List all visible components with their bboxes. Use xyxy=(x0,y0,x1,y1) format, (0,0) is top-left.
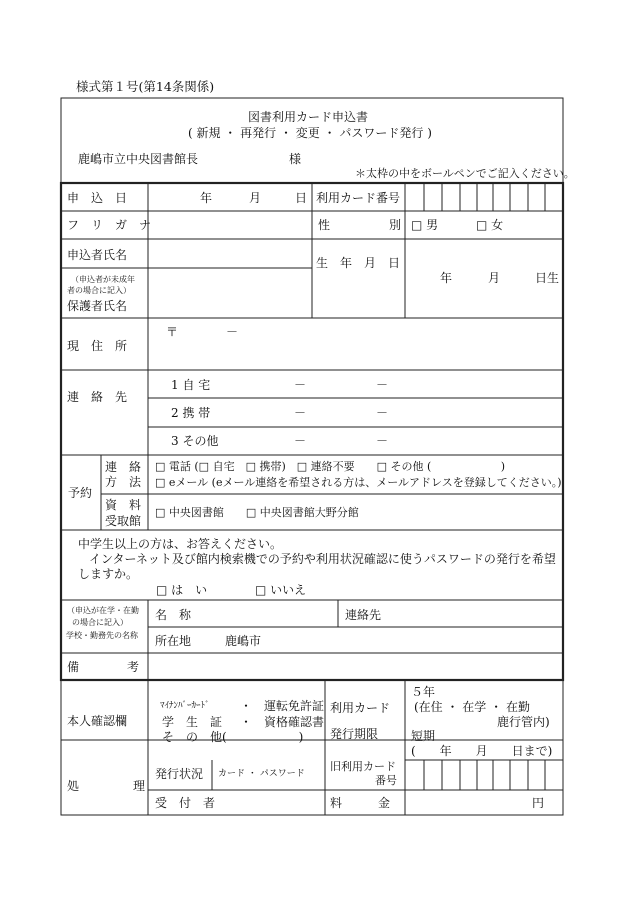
pickup-library-options[interactable]: □ 中央図書館 □ 中央図書館大野分館 xyxy=(155,506,359,519)
contact-other-label: 3 その他 xyxy=(171,434,219,448)
period-short-term: 短期 xyxy=(411,729,436,743)
guardian-note-2: 者の場合に記入） xyxy=(67,286,131,295)
guardian-name-label: 保護者氏名 xyxy=(67,299,128,313)
birth-month-label: 月 xyxy=(488,271,501,285)
card-number-label: 利用カード番号 xyxy=(316,191,401,205)
card-number-boxes xyxy=(424,183,545,211)
form-title: 図書利用カード申込書 xyxy=(248,110,369,124)
form-number-label: 様式第１号(第14条関係) xyxy=(76,79,215,94)
fee-label: 料 金 xyxy=(330,796,391,810)
contact-method-label-2: 方 法 xyxy=(105,475,142,489)
school-name-label: 名 称 xyxy=(155,608,192,622)
pickup-label-1: 資 料 xyxy=(105,498,142,512)
contact-mobile-dash-1: － xyxy=(294,406,307,420)
school-contact-label: 連絡先 xyxy=(345,608,382,622)
identity-check-label: 本人確認欄 xyxy=(67,714,128,728)
id-mynumber-card: ﾏｲﾅﾝﾊﾞｰｶｰﾄﾞ xyxy=(160,701,210,711)
school-city: 鹿嶋市 xyxy=(225,634,262,648)
contact-mobile-dash-2: － xyxy=(376,406,389,420)
contact-home-label: 1 自 宅 xyxy=(171,378,211,392)
school-note-3: 学校・勤務先の名称 xyxy=(66,631,138,640)
gender-male-option[interactable]: □ 男 xyxy=(411,218,439,232)
contact-method-email-option[interactable]: □ eメール (eメール連絡を希望される方は、メールアドレスを登録してください。) xyxy=(155,476,562,489)
honorific: 様 xyxy=(289,152,302,166)
contact-home-dash-1: － xyxy=(294,378,307,392)
school-address-label: 所在地 xyxy=(155,634,192,648)
remarks-label: 備 考 xyxy=(67,660,140,674)
pickup-label-2: 受取館 xyxy=(105,514,142,528)
contact-method-label-1: 連 絡 xyxy=(105,460,142,474)
gender-label-2: 別 xyxy=(389,218,402,232)
card-expiry-label-2: 発行期限 xyxy=(330,727,379,741)
id-qualification-doc: ・ 資格確認書 xyxy=(240,715,325,729)
apply-day-label: 日 xyxy=(295,191,308,205)
school-note-2: の場合に記入） xyxy=(72,618,128,627)
period-until-date: ( 年 月 日まで) xyxy=(411,744,553,758)
password-question-2: インターネット及び館内検索機での予約や利用状況確認に使うパスワードの発行を希望 xyxy=(89,552,556,566)
id-student-card: 学 生 証 xyxy=(162,715,223,729)
id-drivers-license: ・ 運転免許証 xyxy=(240,699,325,713)
form-subtitle: ( 新規 ・ 再発行 ・ 変更 ・ パスワード発行 ) xyxy=(188,126,432,140)
password-question-1: 中学生以上の方は、お答えください。 xyxy=(78,537,283,551)
address-label: 現 住 所 xyxy=(67,339,128,353)
reservation-label: 予約 xyxy=(68,486,93,500)
contact-label: 連 絡 先 xyxy=(67,390,128,404)
id-other: そ の 他( ) xyxy=(162,730,304,744)
period-five-years: ５年 xyxy=(411,685,436,699)
processing-label-2: 理 xyxy=(133,779,146,793)
instruction-note: ＊太枠の中をボールペンでご記入ください。 xyxy=(355,167,575,180)
period-area: 鹿行管内) xyxy=(497,715,550,729)
contact-other-dash-2: － xyxy=(376,434,389,448)
contact-method-phone-options[interactable]: □ 電話 (□ 自宅 □ 携帯) □ 連絡不要 □ その他 ( ) xyxy=(155,460,506,473)
old-card-number-boxes xyxy=(424,760,545,790)
postal-mark: 〒 xyxy=(166,325,179,339)
password-question-3: しますか。 xyxy=(78,567,139,581)
card-expiry-label-1: 利用カード xyxy=(330,701,391,715)
contact-other-dash-1: － xyxy=(294,434,307,448)
apply-month-label: 月 xyxy=(249,191,262,205)
birth-year-label: 年 xyxy=(440,271,453,285)
apply-year-label: 年 xyxy=(200,191,213,205)
old-card-label-1: 旧利用カード xyxy=(330,760,396,773)
password-no-option[interactable]: □ いいえ xyxy=(255,583,307,597)
password-yes-option[interactable]: □ は い xyxy=(156,583,208,597)
guardian-note-1: （申込者が未成年 xyxy=(71,275,135,284)
addressee: 鹿嶋市立中央図書館長 xyxy=(78,152,199,166)
processing-label: 処 xyxy=(67,779,80,793)
contact-home-dash-2: － xyxy=(376,378,389,392)
receiver-label: 受 付 者 xyxy=(155,796,216,810)
gender-female-option[interactable]: □ 女 xyxy=(476,218,504,232)
fee-yen-unit: 円 xyxy=(532,796,545,810)
school-note-1: （申込が在学・在勤 xyxy=(67,606,139,615)
birth-day-label: 日生 xyxy=(535,271,560,285)
issue-status-label: 発行状況 xyxy=(155,767,204,781)
birthdate-label: 生 年 月 日 xyxy=(316,256,401,270)
old-card-label-2: 番号 xyxy=(375,774,397,787)
furigana-label: フ リ ガ ナ xyxy=(67,218,152,232)
apply-date-label: 申 込 日 xyxy=(67,191,128,205)
contact-mobile-label: 2 携 帯 xyxy=(171,406,211,420)
applicant-name-label: 申込者氏名 xyxy=(67,248,128,262)
postal-dash: － xyxy=(226,325,239,339)
gender-label: 性 xyxy=(318,218,331,232)
period-residency: (在住 ・ 在学 ・ 在勤 xyxy=(414,700,530,714)
issue-status-value: カード ・ パスワード xyxy=(218,769,305,779)
